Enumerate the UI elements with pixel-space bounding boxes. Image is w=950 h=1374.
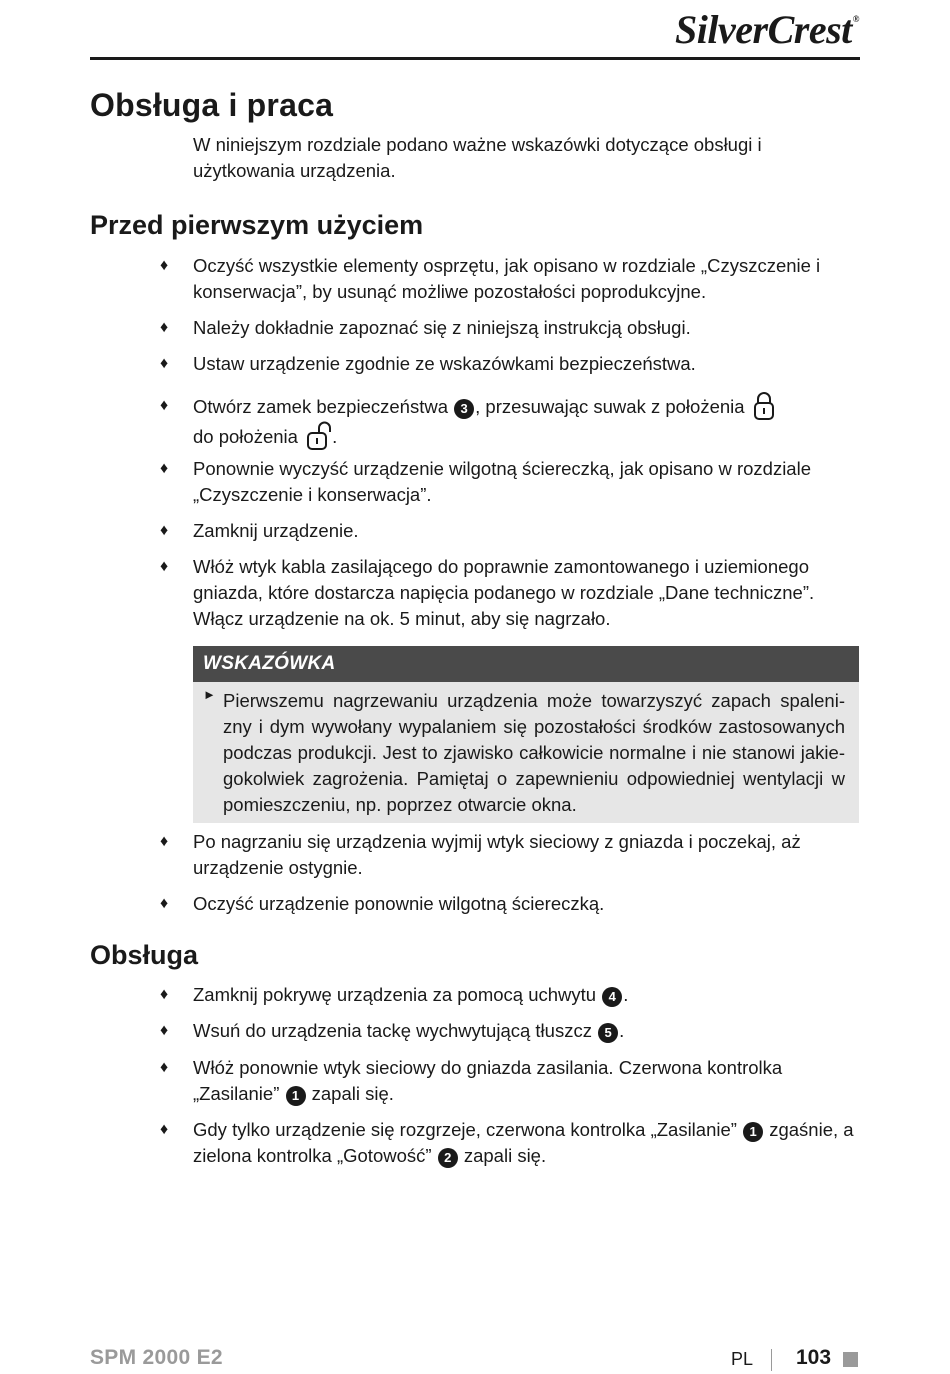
callout-number: 1 (743, 1122, 763, 1142)
callout-number: 4 (602, 987, 622, 1007)
diamond-bullet-icon: ♦ (160, 1059, 169, 1076)
diamond-bullet-icon: ♦ (160, 397, 169, 414)
list-item: ♦ Zamknij pokrywę urządzenia za pomocą uchwytu 4 . (193, 982, 861, 1008)
diamond-bullet-icon: ♦ (160, 895, 169, 912)
section-intro: W niniejszym rozdziale podano ważne wskazówki dotyczące obsługi i użytkowania urządzenia. (193, 134, 762, 181)
list-item: ♦ Oczyść wszystkie elementy osprzętu, jak opisano w rozdziale „Czyszczenie i konserwacja”, by usunąć możliwe pozostałości poprodukcyjne. (160, 255, 821, 302)
callout-number: 5 (598, 1023, 618, 1043)
callout-number: 1 (286, 1086, 306, 1106)
callout-number: 2 (438, 1148, 458, 1168)
list-item: ♦ Ustaw urządzenie zgodnie ze wskazówkami bezpieczeństwa. (193, 351, 861, 377)
diamond-bullet-icon: ♦ (160, 319, 169, 336)
square-marker-icon (843, 1352, 858, 1367)
brand-logo: SilverCrest® (675, 7, 859, 52)
diamond-bullet-icon: ♦ (160, 558, 169, 575)
diamond-bullet-icon: ♦ (160, 833, 169, 850)
lock-closed-icon (753, 391, 775, 421)
footer-model: SPM 2000 E2 (90, 1346, 223, 1369)
footer-divider (771, 1349, 772, 1371)
list-item: ♦ Zamknij urządzenie. (193, 518, 861, 544)
list-item: ♦ Włóż wtyk kabla zasilającego do poprawnie zamontowanego i uziemionego gniazda, które dostarcza napięcia podanego w rozdziale „Dane techniczne”. Włącz urządzenie na ok. 5 minut, aby się nagrzało. (160, 556, 815, 629)
subsection-title-operation: Obsługa (90, 940, 199, 970)
list-item: ♦ Ponownie wyczyść urządzenie wilgotną ściereczką, jak opisano w rozdziale „Czyszczenie i konserwacja”. (160, 458, 811, 505)
list-item: ♦ Po nagrzaniu się urządzenia wyjmij wtyk sieciowy z gniazda i poczekaj, aż urządzenie ostygnie. (160, 831, 801, 878)
diamond-bullet-icon: ♦ (160, 257, 169, 274)
header-rule (90, 57, 860, 60)
diamond-bullet-icon: ♦ (160, 1022, 169, 1039)
diamond-bullet-icon: ♦ (160, 355, 169, 372)
lock-open-icon (306, 421, 332, 451)
list-item: ♦ Włóż ponownie wtyk sieciowy do gniazda zasilania. Czerwona kontrolka „Zasilanie” 1 zapali się. (160, 1057, 783, 1104)
note-heading: WSKAZÓWKA (193, 646, 859, 682)
list-item: ♦ Otwórz zamek bezpieczeństwa 3 , przesuwając suwak z położenia do położenia . (193, 391, 861, 451)
callout-number: 3 (454, 399, 474, 419)
diamond-bullet-icon: ♦ (160, 460, 169, 477)
list-item: ♦ Oczyść urządzenie ponownie wilgotną ściereczką. (193, 891, 861, 917)
diamond-bullet-icon: ♦ (160, 986, 169, 1003)
list-item: ♦ Gdy tylko urządzenie się rozgrzeje, czerwona kontrolka „Zasilanie” 1 zgaśnie, a zielona kontrolka „Gotowość” 2 zapali się. (160, 1119, 854, 1166)
diamond-bullet-icon: ♦ (160, 522, 169, 539)
list-item: ♦ Wsuń do urządzenia tackę wychwytującą tłuszcz 5 . (193, 1018, 861, 1044)
section-title: Obsługa i praca (90, 87, 334, 123)
page-number: 103 (796, 1346, 832, 1369)
arrow-right-icon: ► (203, 687, 216, 702)
diamond-bullet-icon: ♦ (160, 1121, 169, 1138)
note-text: Pierwszemu nagrzewaniu urządzenia może towarzyszyć zapach spaleni-zny i dym wywołany wypalaniem się pozostałości środków zastosowanych podczas produkcji. Jest to zjawisko całkowicie normalne i nie stanowi jakie-gokolwiek zagrożenia. Pamiętaj o zapewnieniu odpowiedniej wentylacji w pomieszczeniu, np. poprzez otwarcie okna. (223, 690, 845, 815)
list-item: ♦ Należy dokładnie zapoznać się z niniejszą instrukcją obsługi. (193, 315, 861, 341)
note-box (193, 682, 859, 823)
subsection-title-before-first-use: Przed pierwszym użyciem (90, 210, 424, 240)
footer-language: PL (731, 1349, 754, 1369)
